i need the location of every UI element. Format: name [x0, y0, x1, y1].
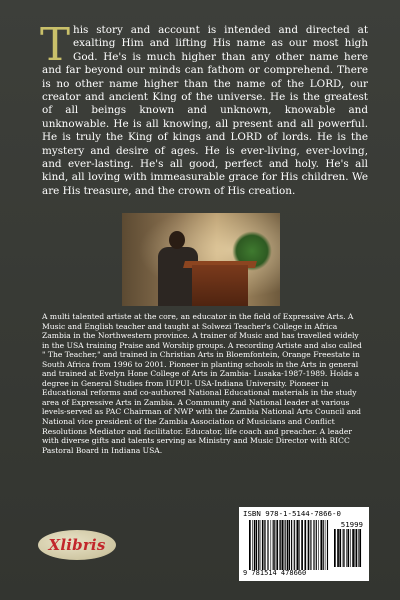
barcode-bar	[279, 520, 280, 570]
barcode-bar	[252, 520, 253, 570]
barcode-bar	[289, 520, 290, 570]
price-barcode-bar	[354, 529, 355, 567]
barcode-bar	[265, 520, 266, 570]
barcode-bar	[258, 520, 259, 570]
barcode-bar	[273, 520, 274, 570]
barcode-bar	[264, 520, 265, 570]
photo-person-head	[169, 231, 185, 249]
barcode-bars	[249, 520, 329, 570]
price-code: 51999	[340, 520, 363, 529]
barcode-bar	[287, 520, 289, 570]
price-barcode-bar	[344, 529, 345, 567]
isbn-barcode	[239, 507, 369, 581]
price-barcode-bar	[347, 529, 349, 567]
barcode-bar	[268, 520, 269, 570]
drop-cap: T	[40, 18, 71, 71]
barcode-bar	[325, 520, 326, 570]
price-barcode-bar	[337, 529, 339, 567]
photo-podium	[192, 265, 248, 306]
price-barcode-bar	[334, 529, 336, 567]
author-photo	[122, 213, 280, 306]
barcode-bar	[297, 520, 299, 570]
barcode-bar	[314, 520, 315, 570]
price-barcode-bars	[334, 529, 362, 567]
barcode-bar	[291, 520, 292, 570]
author-bio: A multi talented artiste at the core, an educator in the field of Expressive Arts. A Music and English teacher and taught at Solwezi Teacher's College in Africa Zambia in the Northwestern province. A trainer of Music and has travelled widely in the USA training Praise and Worship groups. A recording Artiste and also called " The Teacher," and trained in Christian Arts in Bloemfontein, Orange Freestate in South Africa from 1996 to 2001. Pioneer in planting schools in the Arts in general and trained at Evelyn Hone College of Arts in Zambia- Lusaka-1987-1989. Holds a degree in General Studies from IUPUI- USA-Indiana University. Pioneer in Educational reforms and co-authored National Educational materials in the study area of Expressive Arts in Zambia. A Community and National leader at various levels-served as PAC Chairman of NWP with the Zambia National Arts Council and National vice president of the Zambia Association of Musicians and Conflict Resolutions Mediator and facilitator. Educator, life coach and preacher. A leader with diverse gifts and talents serving as Ministry and Music Director with RICC Pastoral Board in Indiana USA.	[42, 312, 362, 455]
barcode-bar	[316, 520, 317, 570]
isbn-number: ISBN 978-1-5144-7866-0	[243, 509, 341, 518]
barcode-bar	[249, 520, 251, 570]
barcode-bar	[256, 520, 257, 570]
barcode-bar	[271, 520, 272, 570]
intro-paragraph	[40, 18, 368, 198]
price-barcode-bar	[358, 529, 359, 567]
intro-paragraph-text: his story and account is intended and directed at exalting Him and lifting His name as our most high God. He's is much higher than any other name here and far beyond our minds can fathom or comprehend. There is no other name higher than the name of the LORD, our creator and ancient King of the universe. He is the greatest of all beings known and unknown, knowable and unknowable. He is all knowing, all present and all powerful. He is truly the King of kings and LORD of lords. He is the mystery and desire of ages. He is ever-living, ever-loving, and ever-lasting. He's all good, perfect and holy. He's all kind, all loving with immeasurable grace for His children. We are His treasure, and the crown of His creation.	[42, 24, 368, 197]
barcode-bar	[320, 520, 322, 570]
barcode-bar	[254, 520, 256, 570]
barcode-bar	[260, 520, 261, 570]
barcode-bar	[318, 520, 319, 570]
price-barcode-bar	[343, 529, 344, 567]
barcode-bar	[304, 520, 306, 570]
price-barcode-bar	[346, 529, 347, 567]
barcode-bar	[301, 520, 303, 570]
barcode-bar	[267, 520, 268, 570]
barcode-bar	[285, 520, 286, 570]
price-barcode-bar	[350, 529, 351, 567]
publisher-logo-text: Xlibris	[48, 536, 106, 554]
barcode-bar	[308, 520, 310, 570]
barcode-bar	[282, 520, 284, 570]
barcode-bar	[294, 520, 295, 570]
barcode-bar	[276, 520, 278, 570]
price-barcode-bar	[352, 529, 354, 567]
barcode-bar	[262, 520, 263, 570]
price-barcode-bar	[359, 529, 361, 567]
barcode-bar	[280, 520, 281, 570]
price-barcode-bar	[356, 529, 358, 567]
barcode-bar	[327, 520, 328, 570]
barcode-digits: 9 781514 478660	[243, 569, 307, 577]
barcode-bar	[310, 520, 311, 570]
barcode-bar	[274, 520, 275, 570]
barcode-bar	[313, 520, 314, 570]
price-barcode-bar	[339, 529, 341, 567]
publisher-logo	[38, 530, 116, 560]
barcode-bar	[323, 520, 324, 570]
barcode-bar	[299, 520, 300, 570]
barcode-bar	[296, 520, 297, 570]
